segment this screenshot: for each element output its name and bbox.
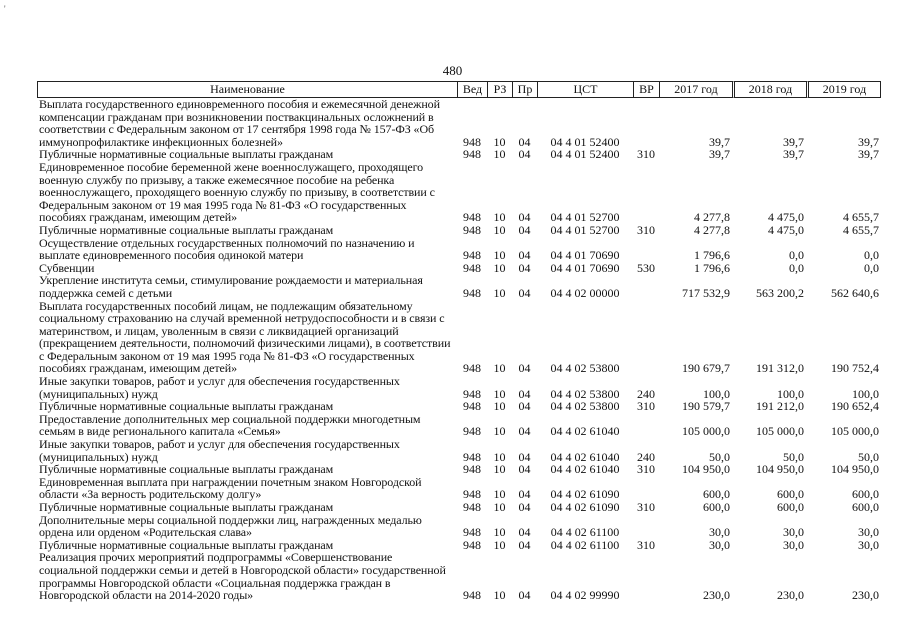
row-ved: 948 xyxy=(463,399,481,414)
row-cst: 04 4 02 61090 xyxy=(550,487,620,502)
row-value-2017: 230,0 xyxy=(703,588,730,603)
row-name: Публичные нормативные социальные выплаты гражданам xyxy=(39,500,334,514)
row-cst: 04 4 02 61040 xyxy=(550,424,620,439)
row-value-2017: 104 950,0 xyxy=(682,462,730,477)
header-2019: 2019 год xyxy=(806,81,881,98)
row-rz: 10 xyxy=(493,525,506,540)
table-row xyxy=(37,237,881,262)
row-value-2017: 100,0 xyxy=(703,386,730,401)
row-value-2017: 600,0 xyxy=(703,500,730,514)
row-value-2017: 39,7 xyxy=(709,134,730,149)
table-row xyxy=(37,224,881,237)
row-ved: 948 xyxy=(463,487,481,502)
table-row xyxy=(37,161,881,224)
row-value-2017: 50,0 xyxy=(709,449,730,464)
row-cst: 04 4 01 70690 xyxy=(550,248,620,263)
row-value-2018: 100,0 xyxy=(777,386,804,401)
row-pr: 04 xyxy=(518,386,531,401)
row-pr: 04 xyxy=(518,588,531,603)
row-rz: 10 xyxy=(493,210,506,225)
table-row xyxy=(37,463,881,476)
row-value-2019: 30,0 xyxy=(858,525,879,540)
row-ved: 948 xyxy=(463,449,481,464)
row-name: Публичные нормативные социальные выплаты гражданам xyxy=(39,399,334,414)
row-value-2017: 4 277,8 xyxy=(694,222,730,237)
row-pr: 04 xyxy=(518,399,531,414)
row-ved: 948 xyxy=(463,134,481,149)
row-value-2019: 100,0 xyxy=(852,386,879,401)
row-name: Публичные нормативные социальные выплаты гражданам xyxy=(39,462,334,477)
row-value-2017: 4 277,8 xyxy=(694,210,730,225)
row-ved: 948 xyxy=(463,285,481,300)
row-name: Публичные нормативные социальные выплаты гражданам xyxy=(39,537,334,552)
row-value-2017: 30,0 xyxy=(709,537,730,552)
row-ved: 948 xyxy=(463,222,481,237)
row-pr: 04 xyxy=(518,361,531,376)
row-vr xyxy=(633,476,659,501)
row-cst: 04 4 02 61090 xyxy=(550,500,620,514)
row-vr xyxy=(633,514,659,539)
header-2018: 2018 год xyxy=(732,81,806,98)
row-pr: 04 xyxy=(518,487,531,502)
row-value-2018: 30,0 xyxy=(783,537,804,552)
row-rz: 10 xyxy=(493,386,506,401)
row-cst: 04 4 02 53800 xyxy=(550,386,620,401)
row-rz: 10 xyxy=(493,361,506,376)
row-ved: 948 xyxy=(463,588,481,603)
row-rz: 10 xyxy=(493,134,506,149)
row-value-2019: 30,0 xyxy=(858,537,879,552)
row-cst: 04 4 01 52400 xyxy=(550,134,620,149)
row-rz: 10 xyxy=(493,147,506,162)
header-name: Наименование xyxy=(37,81,457,98)
row-value-2018: 39,7 xyxy=(783,147,804,162)
row-cst: 04 4 02 53800 xyxy=(550,361,620,376)
row-name: Выплата государственных пособий лицам, не подлежащим обязательному социальному страхованию на случай временной нетрудоспособности и в связи с материнством, и лицам, уволенным в связи с ликвидацией организаций (прекращением деятельности, полномочий физическими лицами), в соответствии с Федеральным законом от 19 мая 1995 года № 81-ФЗ «О государственных пособиях гражданам, имеющим детей» xyxy=(39,298,451,376)
row-pr: 04 xyxy=(518,424,531,439)
header-2017: 2017 год xyxy=(659,81,732,98)
row-name: Выплата государственного единовременного пособия и ежемесячной денежной компенсации гражданам при возникновении поствакцинальных осложнений в соответствии с Федеральным законом от 17 сентября 1998 года № 157-ФЗ «Об иммунопрофилактике инфекционных болезней» xyxy=(39,97,440,149)
row-value-2017: 30,0 xyxy=(709,525,730,540)
row-cst: 04 4 02 61040 xyxy=(550,462,620,477)
row-ved: 948 xyxy=(463,525,481,540)
row-pr: 04 xyxy=(518,285,531,300)
row-value-2017: 190 579,7 xyxy=(682,399,730,414)
header-pr: Пр xyxy=(512,81,537,98)
row-ved: 948 xyxy=(463,361,481,376)
table-row xyxy=(37,438,881,463)
row-vr xyxy=(633,161,659,224)
row-vr xyxy=(633,237,659,262)
row-value-2018: 105 000,0 xyxy=(756,424,804,439)
row-vr: 240 xyxy=(637,449,655,464)
row-name: Единовременная выплата при награждении почетным знаком Новгородской области «За верность родительскому долгу» xyxy=(39,474,422,502)
row-vr xyxy=(633,98,659,148)
row-value-2017: 600,0 xyxy=(703,487,730,502)
table-row xyxy=(37,514,881,539)
row-cst: 04 4 01 52400 xyxy=(550,147,620,162)
row-pr: 04 xyxy=(518,260,531,275)
row-vr: 310 xyxy=(637,222,655,237)
row-rz: 10 xyxy=(493,462,506,477)
row-pr: 04 xyxy=(518,537,531,552)
table-row xyxy=(37,375,881,400)
row-vr xyxy=(633,274,659,299)
row-value-2018: 600,0 xyxy=(777,487,804,502)
row-pr: 04 xyxy=(518,500,531,514)
row-ved: 948 xyxy=(463,500,481,514)
row-value-2018: 4 475,0 xyxy=(768,210,804,225)
row-value-2018: 191 312,0 xyxy=(756,361,804,376)
row-value-2019: 50,0 xyxy=(858,449,879,464)
row-cst: 04 4 02 99990 xyxy=(550,588,620,603)
row-pr: 04 xyxy=(518,147,531,162)
row-value-2019: 4 655,7 xyxy=(843,222,879,237)
header-rz: РЗ xyxy=(487,81,512,98)
row-vr xyxy=(633,551,659,601)
row-rz: 10 xyxy=(493,449,506,464)
row-name: Публичные нормативные социальные выплаты гражданам xyxy=(39,222,334,237)
row-rz: 10 xyxy=(493,260,506,275)
row-value-2019: 4 655,7 xyxy=(843,210,879,225)
row-value-2018: 4 475,0 xyxy=(768,222,804,237)
row-value-2018: 600,0 xyxy=(777,500,804,514)
header-ved: Вед xyxy=(457,81,487,98)
row-vr xyxy=(633,413,659,438)
row-cst: 04 4 01 70690 xyxy=(550,260,620,275)
row-value-2017: 39,7 xyxy=(709,147,730,162)
budget-table xyxy=(37,81,881,602)
row-value-2019: 600,0 xyxy=(852,487,879,502)
row-value-2018: 50,0 xyxy=(783,449,804,464)
row-value-2017: 1 796,6 xyxy=(694,260,730,275)
row-vr: 310 xyxy=(637,500,655,514)
row-cst: 04 4 02 00000 xyxy=(550,285,620,300)
row-pr: 04 xyxy=(518,134,531,149)
row-value-2019: 0,0 xyxy=(864,260,879,275)
row-name: Субвенции xyxy=(39,260,95,275)
corner-mark: ' xyxy=(4,4,6,14)
table-row xyxy=(37,98,881,148)
row-name: Дополнительные меры социальной поддержки лиц, награжденных медалью ордена или орденом «Родительская слава» xyxy=(39,512,422,540)
row-name: Единовременное пособие беременной жене военнослужащего, проходящего военную службу по призыву, а также ежемесячное пособие на ребенка военнослужащего, проходящего военную службу по призыву, в соответствии с Федеральным законом от 19 мая 1995 года № 81-ФЗ «О государственных пособиях гражданам, имеющим детей» xyxy=(39,159,435,225)
row-rz: 10 xyxy=(493,424,506,439)
row-rz: 10 xyxy=(493,399,506,414)
row-value-2019: 190 752,4 xyxy=(831,361,879,376)
row-name: Укрепление института семьи, стимулирование рождаемости и материальная поддержка семей с детьми xyxy=(39,273,423,300)
row-rz: 10 xyxy=(493,537,506,552)
row-value-2018: 30,0 xyxy=(783,525,804,540)
row-pr: 04 xyxy=(518,449,531,464)
row-ved: 948 xyxy=(463,462,481,477)
table-row xyxy=(37,274,881,299)
row-rz: 10 xyxy=(493,285,506,300)
row-name: Публичные нормативные социальные выплаты гражданам xyxy=(39,147,334,162)
row-pr: 04 xyxy=(518,210,531,225)
row-cst: 04 4 01 52700 xyxy=(550,210,620,225)
row-vr: 240 xyxy=(637,386,655,401)
row-ved: 948 xyxy=(463,386,481,401)
row-name: Иные закупки товаров, работ и услуг для обеспечения государственных (муниципальных) нужд xyxy=(39,374,400,401)
row-pr: 04 xyxy=(518,525,531,540)
table-row xyxy=(37,300,881,376)
row-vr: 310 xyxy=(637,399,655,414)
row-vr: 530 xyxy=(637,260,655,275)
table-row xyxy=(37,551,881,601)
row-value-2018: 0,0 xyxy=(789,260,804,275)
row-ved: 948 xyxy=(463,210,481,225)
row-value-2018: 0,0 xyxy=(789,248,804,263)
row-rz: 10 xyxy=(493,222,506,237)
row-ved: 948 xyxy=(463,260,481,275)
row-value-2017: 190 679,7 xyxy=(682,361,730,376)
row-value-2019: 104 950,0 xyxy=(831,462,879,477)
row-name: Реализация прочих мероприятий подпрограммы «Совершенствование социальной поддержки семьи и детей в Новгородской области» государственной программы Новгородской области «Социальная поддержка граждан в Новгородской области на 2014-2020 годы» xyxy=(39,550,446,603)
row-ved: 948 xyxy=(463,537,481,552)
row-name: Предоставление дополнительных мер социальной поддержки многодетным семьям в виде регионального капитала «Семья» xyxy=(39,411,421,439)
row-ved: 948 xyxy=(463,424,481,439)
row-rz: 10 xyxy=(493,500,506,514)
row-value-2018: 39,7 xyxy=(783,134,804,149)
row-ved: 948 xyxy=(463,147,481,162)
table-header-row xyxy=(37,81,881,98)
row-vr: 310 xyxy=(637,462,655,477)
row-pr: 04 xyxy=(518,248,531,263)
row-value-2019: 600,0 xyxy=(852,500,879,514)
row-value-2018: 563 200,2 xyxy=(756,285,804,300)
row-pr: 04 xyxy=(518,222,531,237)
row-value-2019: 562 640,6 xyxy=(831,285,879,300)
row-cst: 04 4 02 61100 xyxy=(550,525,620,540)
table-row xyxy=(37,400,881,413)
row-cst: 04 4 02 53800 xyxy=(550,399,620,414)
row-rz: 10 xyxy=(493,248,506,263)
row-value-2018: 230,0 xyxy=(777,588,804,603)
header-cst: ЦСТ xyxy=(537,81,633,98)
row-value-2018: 191 212,0 xyxy=(756,399,804,414)
table-body xyxy=(37,98,881,602)
row-value-2017: 105 000,0 xyxy=(682,424,730,439)
table-row xyxy=(37,413,881,438)
page-number: 480 xyxy=(442,63,463,78)
row-vr xyxy=(633,300,659,376)
row-value-2019: 0,0 xyxy=(864,248,879,263)
row-rz: 10 xyxy=(493,588,506,603)
row-value-2019: 190 652,4 xyxy=(831,399,879,414)
row-pr: 04 xyxy=(518,462,531,477)
row-value-2017: 1 796,6 xyxy=(694,248,730,263)
header-vr: ВР xyxy=(633,81,659,98)
row-vr: 310 xyxy=(637,147,655,162)
row-cst: 04 4 02 61100 xyxy=(550,537,620,552)
row-name: Осуществление отдельных государственных полномочий по назначению и выплате единовременного пособия одинокой матери xyxy=(39,235,415,263)
row-value-2019: 230,0 xyxy=(852,588,879,603)
table-row xyxy=(37,476,881,501)
row-vr: 310 xyxy=(637,537,655,552)
row-rz: 10 xyxy=(493,487,506,502)
row-value-2018: 104 950,0 xyxy=(756,462,804,477)
row-value-2019: 105 000,0 xyxy=(831,424,879,439)
table-row xyxy=(37,501,881,514)
row-value-2019: 39,7 xyxy=(858,134,879,149)
row-ved: 948 xyxy=(463,248,481,263)
row-cst: 04 4 01 52700 xyxy=(550,222,620,237)
row-value-2019: 39,7 xyxy=(858,147,879,162)
row-name: Иные закупки товаров, работ и услуг для обеспечения государственных (муниципальных) нужд xyxy=(39,437,400,464)
row-cst: 04 4 02 61040 xyxy=(550,449,620,464)
row-value-2017: 717 532,9 xyxy=(682,285,730,300)
